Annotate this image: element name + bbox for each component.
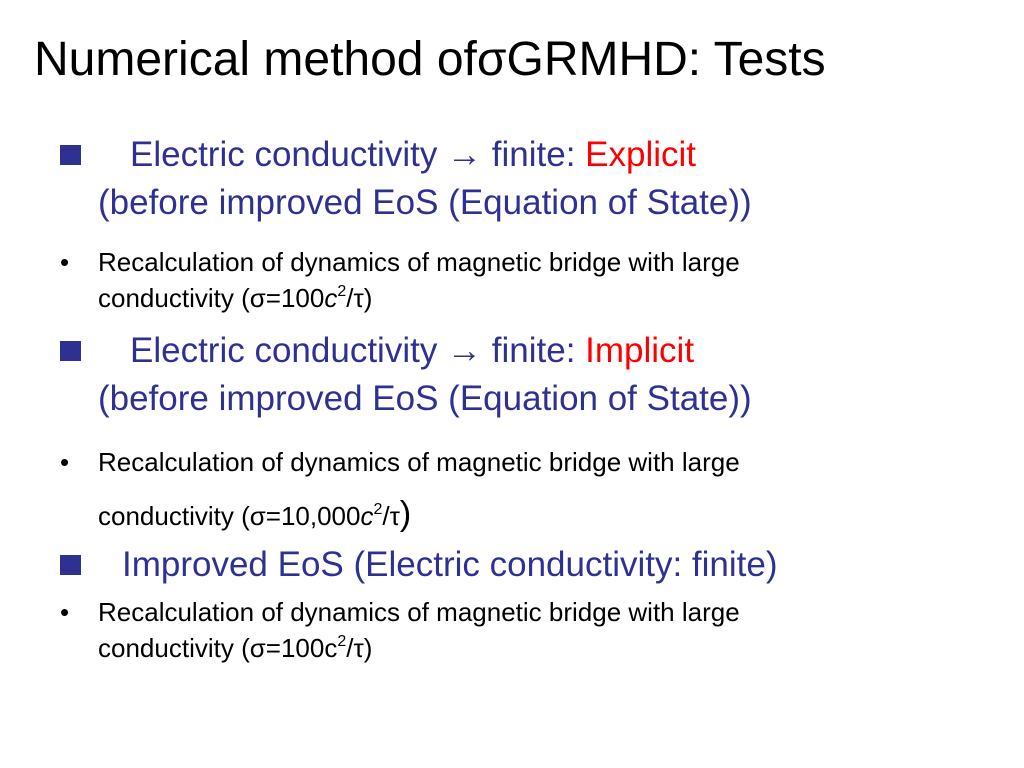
bullet-text: conductivity (σ=10,000 xyxy=(98,501,361,531)
heading-line-1: Improved EoS (Electric conductivity: finite) xyxy=(122,545,778,584)
heading-highlight-implicit: Implicit xyxy=(585,331,695,370)
bullet-line-1: Recalculation of dynamics of magnetic bridge with large xyxy=(98,447,740,477)
heading-highlight-explicit: Explicit xyxy=(585,135,697,174)
exponent: 2 xyxy=(373,501,383,518)
square-bullet-icon xyxy=(60,341,81,361)
heading-line-1 xyxy=(130,131,696,179)
bullet-line-2 xyxy=(98,280,372,316)
square-bullet-icon xyxy=(60,145,81,165)
exponent: 2 xyxy=(337,283,347,300)
bullet-line-1: Recalculation of dynamics of magnetic bridge with large xyxy=(98,247,740,277)
bullet-dot-icon: • xyxy=(60,247,70,277)
bullet-dot-icon: • xyxy=(60,447,70,477)
square-bullet-icon xyxy=(60,555,81,575)
heading-text: Electric conductivity → finite: xyxy=(130,331,586,370)
bullet-line-2 xyxy=(98,630,372,666)
heading-text: Electric conductivity → finite: xyxy=(130,135,586,174)
bullet-line-1: Recalculation of dynamics of magnetic bridge with large xyxy=(98,597,740,627)
bullet-dot-icon: • xyxy=(60,597,70,627)
bullet-text-end: /τ) xyxy=(346,633,373,663)
exponent: 2 xyxy=(337,633,347,650)
bullet-text: conductivity (σ=100c xyxy=(98,633,338,663)
speed-of-light-symbol: c xyxy=(360,501,374,531)
bullet-text-end: /τ) xyxy=(346,283,373,313)
heading-line-2: (before improved EoS (Equation of State)) xyxy=(98,183,752,222)
bullet-text-end: /τ xyxy=(382,501,400,531)
bullet-text: conductivity (σ=100 xyxy=(98,283,325,313)
speed-of-light-symbol: c xyxy=(324,283,338,313)
bullet-line-2 xyxy=(98,496,411,534)
closing-paren: ) xyxy=(399,495,412,533)
heading-line-1 xyxy=(130,327,694,375)
slide-title: Numerical method ofσGRMHD: Tests xyxy=(34,33,826,86)
heading-line-2: (before improved EoS (Equation of State)) xyxy=(98,379,752,418)
